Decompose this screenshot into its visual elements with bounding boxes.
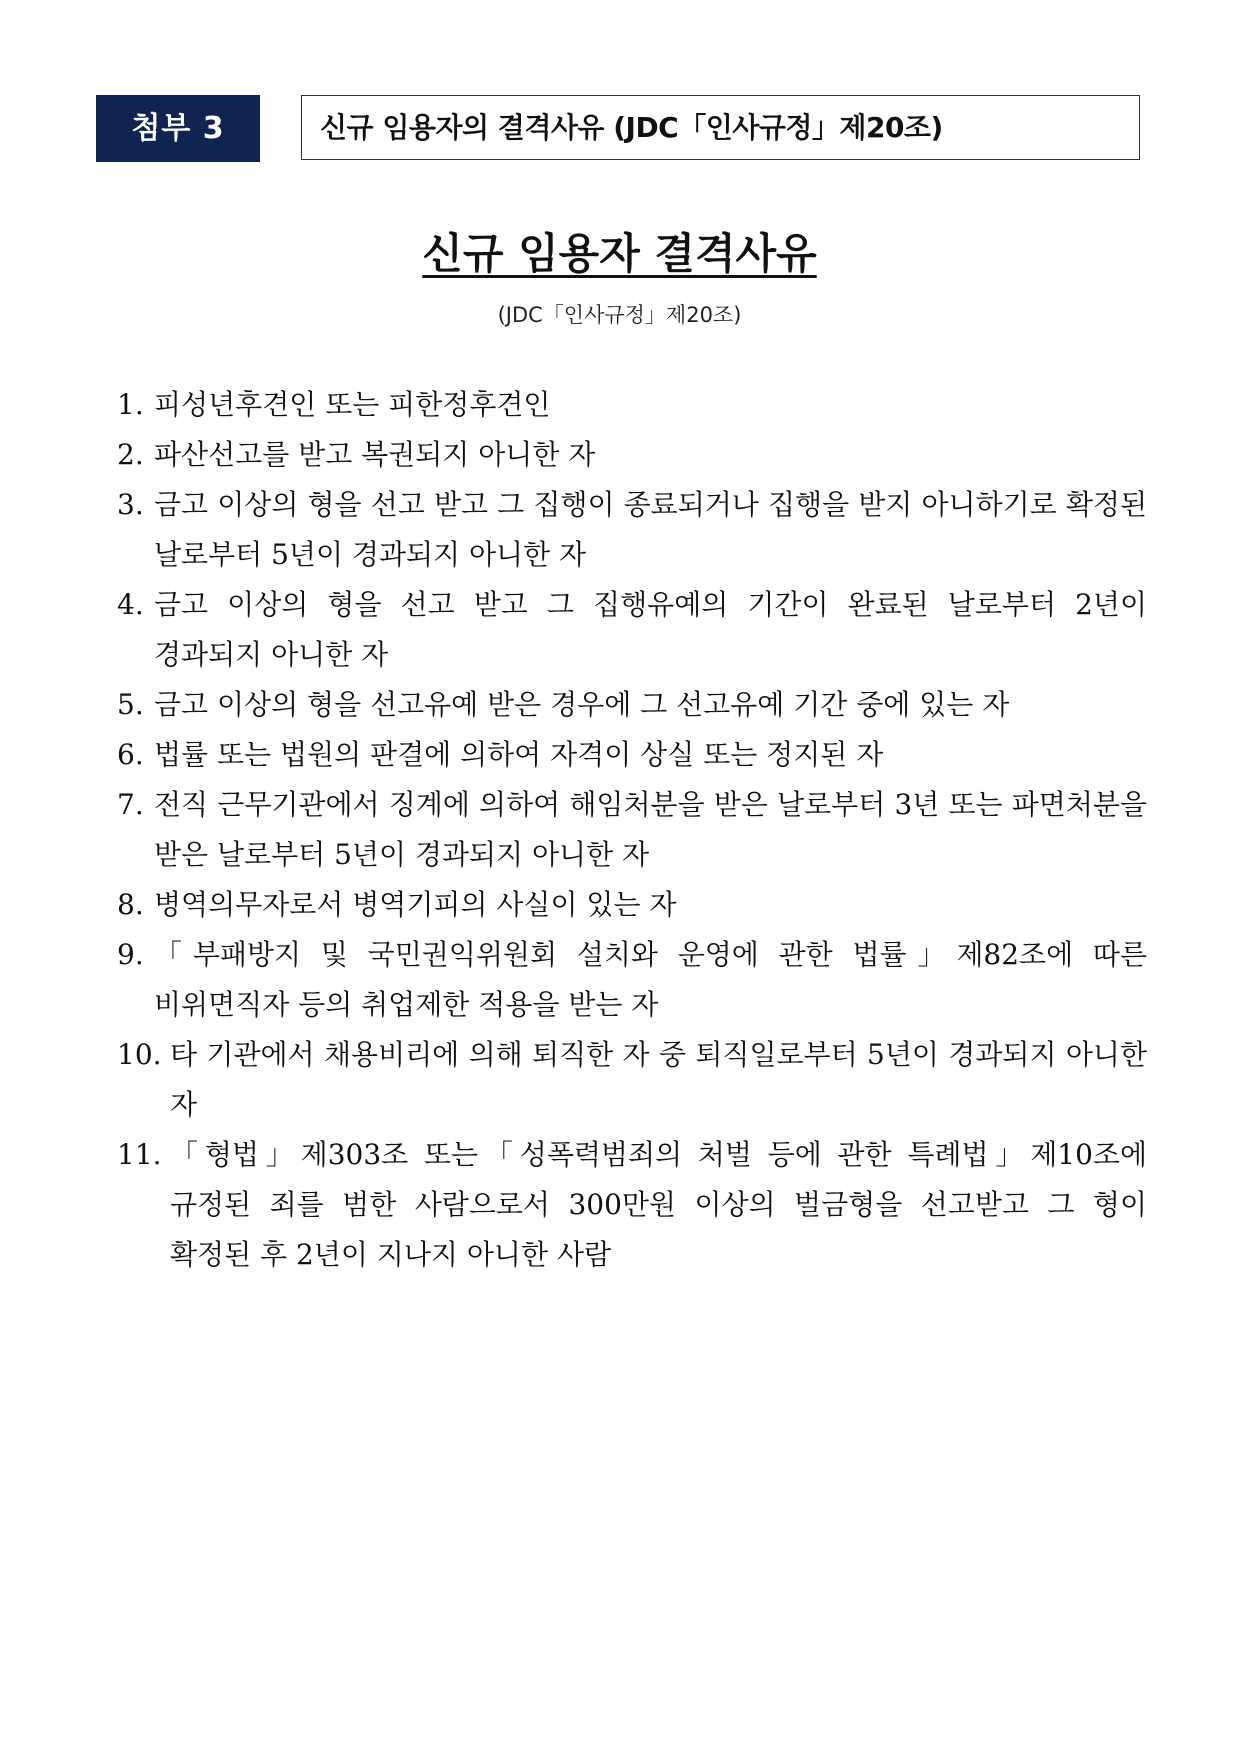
item-text: 금고 이상의 형을 선고 받고 그 집행유예의 기간이 완료된 날로부터 2년이 경과되지 아니한 자 <box>154 588 1147 671</box>
attachment-badge: 첨부 3 <box>96 95 260 162</box>
item-number: 9. <box>117 938 144 971</box>
item-text: 병역의무자로서 병역기피의 사실이 있는 자 <box>154 888 677 921</box>
document-title-text: 신규 임용자 결격사유 <box>422 229 817 278</box>
attachment-header <box>96 95 1144 162</box>
item-number: 5. <box>117 688 144 721</box>
list-item <box>117 1030 1147 1130</box>
item-number: 4. <box>117 588 144 621</box>
list-item <box>117 730 1147 780</box>
list-item <box>117 480 1147 580</box>
document-title <box>0 226 1239 282</box>
item-number: 10. <box>117 1038 162 1071</box>
item-text: 파산선고를 받고 복권되지 아니한 자 <box>154 438 596 471</box>
item-number: 1. <box>117 388 144 421</box>
list-item <box>117 880 1147 930</box>
item-number: 7. <box>117 788 144 821</box>
item-text: 「부패방지 및 국민권익위원회 설치와 운영에 관한 법률」제82조에 따른 비위면직자 등의 취업제한 적용을 받는 자 <box>154 938 1147 1021</box>
item-text: 금고 이상의 형을 선고유예 받은 경우에 그 선고유예 기간 중에 있는 자 <box>154 688 1010 721</box>
item-text: 「형법」제303조 또는「성폭력범죄의 처벌 등에 관한 특례법」제10조에 규정된 죄를 범한 사람으로서 300만원 이상의 벌금형을 선고받고 그 형이 확정된 후 2년이 지나지 아니한 사람 <box>170 1138 1147 1271</box>
item-text: 피성년후견인 또는 피한정후견인 <box>154 388 551 421</box>
item-number: 8. <box>117 888 144 921</box>
list-item <box>117 1130 1147 1280</box>
list-item <box>117 380 1147 430</box>
disqualification-list <box>117 380 1147 1280</box>
item-text: 법률 또는 법원의 판결에 의하여 자격이 상실 또는 정지된 자 <box>154 738 884 771</box>
list-item <box>117 580 1147 680</box>
item-number: 2. <box>117 438 144 471</box>
header-title: 신규 임용자의 결격사유 (JDC「인사규정」제20조) <box>301 95 1140 160</box>
item-number: 11. <box>117 1138 162 1171</box>
item-number: 3. <box>117 488 144 521</box>
list-item <box>117 780 1147 880</box>
document-subtitle: (JDC「인사규정」제20조) <box>497 303 742 327</box>
list-item <box>117 430 1147 480</box>
item-text: 전직 근무기관에서 징계에 의하여 해임처분을 받은 날로부터 3년 또는 파면처분을 받은 날로부터 5년이 경과되지 아니한 자 <box>154 788 1147 871</box>
item-text: 금고 이상의 형을 선고 받고 그 집행이 종료되거나 집행을 받지 아니하기로 확정된 날로부터 5년이 경과되지 아니한 자 <box>154 488 1147 571</box>
list-item <box>117 680 1147 730</box>
list-item <box>117 930 1147 1030</box>
item-number: 6. <box>117 738 144 771</box>
item-text: 타 기관에서 채용비리에 의해 퇴직한 자 중 퇴직일로부터 5년이 경과되지 아니한 자 <box>170 1038 1147 1121</box>
